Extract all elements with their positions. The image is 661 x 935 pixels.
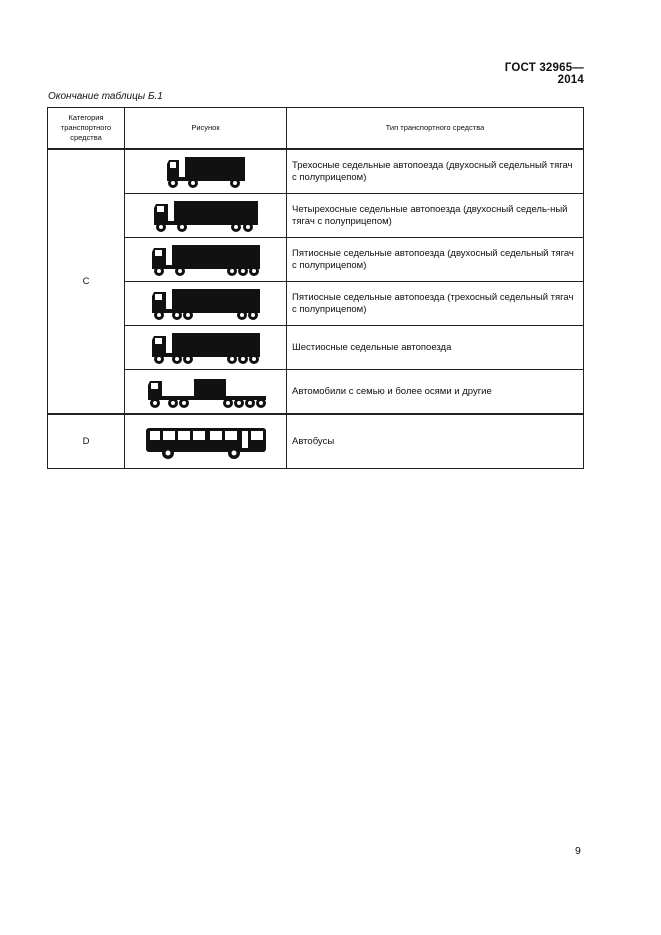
- table-row: [48, 282, 584, 326]
- table-header-row: [48, 108, 584, 150]
- bus-icon: [144, 424, 268, 460]
- vehicle-type-text: Пятиосные седельные автопоезда (двухосный седельный тягач с полуприцепом): [287, 238, 584, 282]
- table-row: [48, 414, 584, 469]
- vehicle-type-text: Пятиосные седельные автопоезда (трехосный седельный тягач с полуприцепом): [287, 282, 584, 326]
- column-header-type: Тип транспортного средства: [287, 108, 584, 150]
- truck-7plus-axle-flatbed-icon: [144, 375, 268, 409]
- category-cell-d: D: [48, 414, 125, 469]
- table-row: [48, 194, 584, 238]
- table-row: [48, 149, 584, 194]
- picture-cell: [125, 238, 287, 282]
- vehicle-type-text: Четырехосные седельные автопоезда (двухосный седель-ный тягач с полуприцепом): [287, 194, 584, 238]
- table-row: [48, 326, 584, 370]
- vehicle-type-text: Шестиосные седельные автопоезда: [287, 326, 584, 370]
- column-header-category: Категория транспортного средства: [48, 108, 125, 150]
- picture-cell: [125, 414, 287, 469]
- truck-5-axle-2axle-tractor-icon: [150, 243, 262, 277]
- table-row: [48, 370, 584, 415]
- column-header-picture: Рисунок: [125, 108, 287, 150]
- truck-4-axle-semitrailer-icon: [152, 199, 260, 233]
- vehicle-type-text: Трехосные седельные автопоезда (двухосный седельный тягач с полуприцепом): [287, 149, 584, 194]
- standard-header: ГОСТ 32965—2014: [504, 62, 584, 86]
- vehicle-type-text: Автобусы: [287, 414, 584, 469]
- truck-5-axle-3axle-tractor-icon: [150, 287, 262, 321]
- truck-3-axle-semitrailer-icon: [165, 155, 247, 189]
- picture-cell: [125, 370, 287, 415]
- picture-cell: [125, 282, 287, 326]
- picture-cell: [125, 194, 287, 238]
- truck-6-axle-icon: [150, 331, 262, 365]
- vehicle-type-text: Автомобили с семью и более осями и другие: [287, 370, 584, 415]
- table-row: [48, 238, 584, 282]
- table-caption: Окончание таблицы Б.1: [48, 91, 163, 102]
- page-number: 9: [575, 845, 581, 857]
- picture-cell: [125, 326, 287, 370]
- picture-cell: [125, 149, 287, 194]
- vehicle-category-table: [47, 107, 584, 469]
- category-cell-c: C: [48, 149, 125, 414]
